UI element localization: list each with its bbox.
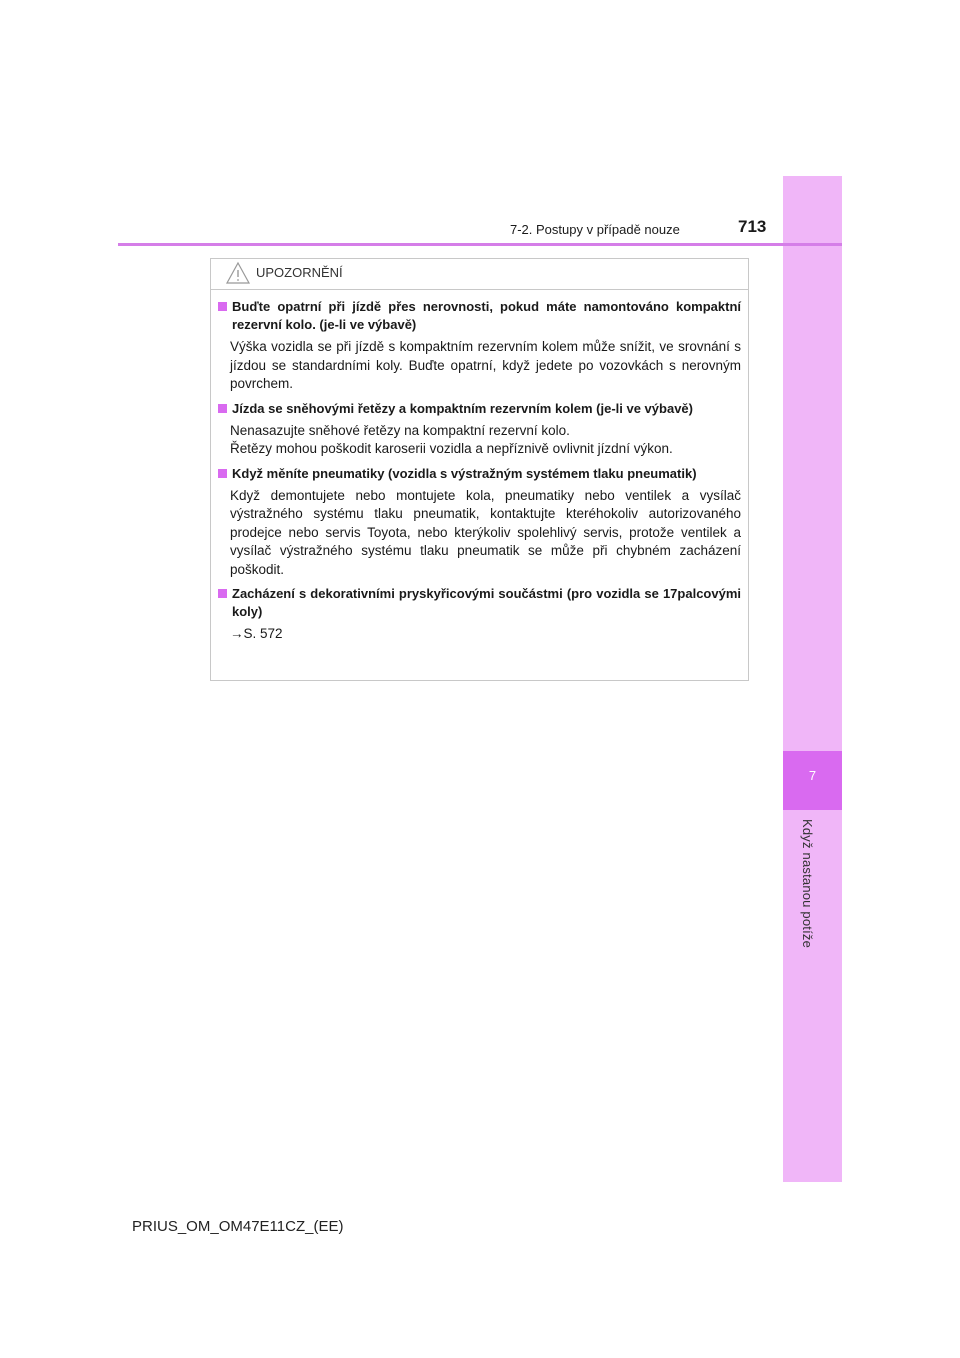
header-rule xyxy=(118,243,842,246)
warning-item-body xyxy=(230,625,741,644)
warning-item-heading xyxy=(218,400,741,418)
chapter-side-tab xyxy=(783,176,842,1182)
warning-item-paragraph: Řetězy mohou poškodit karoserii vozidla a nepříznivě ovlivnit jízdní výkon. xyxy=(230,441,673,456)
bullet-square-icon xyxy=(218,404,227,413)
warning-item-heading-text: Když měníte pneumatiky (vozidla s výstražným systémem tlaku pneumatik) xyxy=(232,465,697,481)
warning-item-heading xyxy=(218,298,741,334)
chapter-label: Když nastanou potíže xyxy=(800,819,815,949)
warning-item xyxy=(218,400,741,459)
warning-item-heading-text: Buďte opatrní při jízdě přes nerovnosti, pokud máte namontováno kompaktní rezervní kolo. (je-li ve výbavě) xyxy=(232,299,741,332)
warning-item-body xyxy=(230,422,741,459)
warning-item-paragraph: →S. 572 xyxy=(230,626,283,641)
warning-item-paragraph: Výška vozidla se při jízdě s kompaktním rezervním kolem může snížit, ve srovnání s jízdou se standardními koly. Buďte opatrní, když jedete po vozovkách s nerovným povrchem. xyxy=(230,339,741,391)
warning-item-body xyxy=(230,487,741,580)
warning-item-heading-text: Zacházení s dekorativními pryskyřicovými součástmi (pro vozidla se 17palcovými koly) xyxy=(232,586,741,619)
warning-item xyxy=(218,465,741,580)
chapter-number: 7 xyxy=(808,768,817,783)
warning-item-body xyxy=(230,338,741,394)
warning-item-heading xyxy=(218,465,741,483)
warning-item xyxy=(218,298,741,394)
warning-box xyxy=(210,258,749,681)
warning-item-heading-text: Jízda se sněhovými řetězy a kompaktním rezervním kolem (je-li ve výbavě) xyxy=(232,400,693,416)
warning-item-heading xyxy=(218,585,741,621)
warning-item-paragraph: Nenasazujte sněhové řetězy na kompaktní rezervní kolo. xyxy=(230,422,570,438)
warning-item-paragraph: Když demontujete nebo montujete kola, pneumatiky nebo ventilek a vysílač výstražného systému tlaku pneumatik, kontaktujte kteréhokoliv autorizovaného prodejce nebo servis Toyota, nebo kterýkoliv spolehlivý servis, protože ventilek a vysílač výstražného systému tlaku pneumatik se může při chybném zacházení poškodit. xyxy=(230,487,741,577)
bullet-square-icon xyxy=(218,302,227,311)
warning-item xyxy=(218,585,741,644)
section-title: 7-2. Postupy v případě nouze xyxy=(510,222,680,237)
page-number: 713 xyxy=(738,217,767,236)
warning-triangle-icon xyxy=(225,261,251,285)
warning-title: UPOZORNĚNÍ xyxy=(256,265,343,280)
document-code: PRIUS_OM_OM47E11CZ_(EE) xyxy=(132,1218,344,1235)
warning-body xyxy=(211,290,748,644)
bullet-square-icon xyxy=(218,469,227,478)
warning-header xyxy=(211,259,748,290)
bullet-square-icon xyxy=(218,589,227,598)
